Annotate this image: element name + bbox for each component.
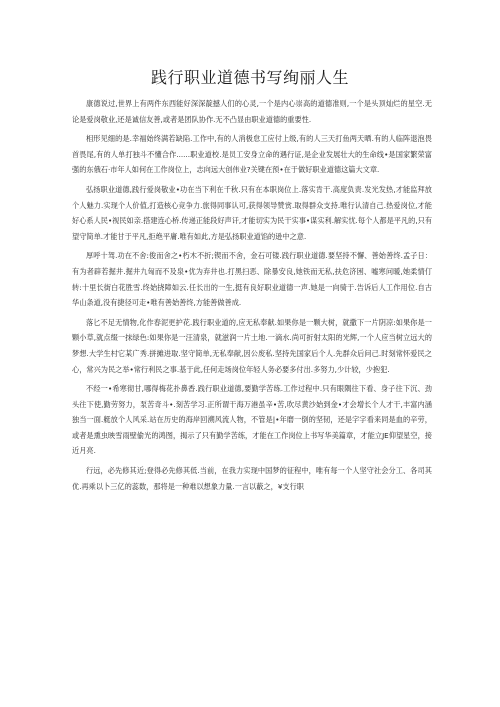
paragraph-1: 康德说过,世界上有两件东西能好深深靛撼人们的心灵,一个是内心崇高的道德准则,一个是头顶灿烂的星空.无论是爱岗敬业,还是诚信友善,或者是团队协作.无不凸显由职业道德的重要性.	[72, 99, 432, 124]
paragraph-5: 落匕不足无情物,化作春泥更护花.践行职业道的,应无私奉献.如果你是一颗大树，就撒下一片阴凉:如果你是一颗小草,就点缀一抹绿色:如果你是一汪清泉，就滋润一片土地.一滴水.尚可折射太阳的光辉,一个人应当树立远大的梦想.大学生村它某广秀.拼摊进取.坚守简单,无私奉献,因公废私.坚持先国家后个人.先群众后问己.时刻常怀爱民之心，常兴为民之举•常行利民之事.基于此,任何走场岗位年轻人务必要多付出.多努力,少计较，少抱犯.	[72, 317, 432, 374]
paragraph-4: 厚呼十驾.功在不舍:俊而舍之•朽木不折;锲而不舍，金石可镂.践行职业道德.要坚持不懈、善始善终.孟子日：有为者辟若掘井.掘井九匈而不及泉•优为弃井也.打黑扫恶、除暴安良,她铁而无私,扶危济困、嘘寒问暖,她柔情仃转:十里长街白花胜雪.终始挠障如云.任长出的一生,挺有良好职业道德一声.她是一向骑于.告诉后人工作用位.自古华山条道,没有捷径可走•唯有善始善终,方能善做善成.	[72, 251, 432, 308]
document-body	[72, 96, 432, 498]
paragraph-2: 相形见细的是.幸福始终满若缺陷.工作中,有的人消极怠工应付上级,有的人三天打鱼两天晒.有的人临阵退泡畏首畏尾,有的人单打独斗不懂合作......职业道校.是员工安身立命的遇行证,是企业发展壮大的生命线•是国家繁荣富强的东俄石·市年人如何在工作岗位上，志向远大创伟业?关键在预•在于做好职业道德这篇大文章.	[72, 134, 432, 175]
paragraph-7: 行远，必先修其近;登得必先修其低.当前，在我力实现中国梦的征程中，唯有每一个人坚守社会分工、各司其优.再乘以卜三亿的蕊数，那将是一种难以想象力量.一言以蔽之，¥支行职	[72, 466, 432, 491]
paragraph-3: 弘扬职业道德,践行爱岗敬业•功在当下利在千秋.只有在本职岗位上.落实肯干.高度负责.发光发热,才能监拜放个人魅力.实现个人价值,打造核心竞争力.旅得同事认可,获得领导赞赏.取得群众支持.唯行认清自己.热爱岗位,才能好心系人民•视民如亲.搭建连心桥.传递正能段好声讦,才能切实为民干实事•谋实利.解实忧.每个人都是平凡的,只有望守简单.才能甘于平凡,拒绝平庸.唯有如此,方是弘扬职业道馅的逊中之意.	[72, 184, 433, 241]
paragraph-6: 不经一•希寒彻甘,哪得梅花扑鼻香.践行职业道德,要勤学苦练.工作过程中.只有眼隅往下看、身子往下沉、劲头往下使,勤劳努力，泵苦奇斗•.刻苦学习.正所谓干海万港虽辛•苦,吹尽黄沙始到金•才会增长个人才干,丰富内涵独当一面.艇放个人风采.站在历史的海岸回溯风流人物，不管是|•年磨一倒的坚韧，还是字字看来同是血的辛劳，或者是熏虫映雪雨壁偷光的鸿图，揭示了只有勤学苦练，才能在工作岗位上书写华美篇章，才能立JE仰望星空，接近月亮.	[72, 384, 432, 456]
document-title: 践行职业道德书写绚丽人生	[150, 68, 349, 87]
